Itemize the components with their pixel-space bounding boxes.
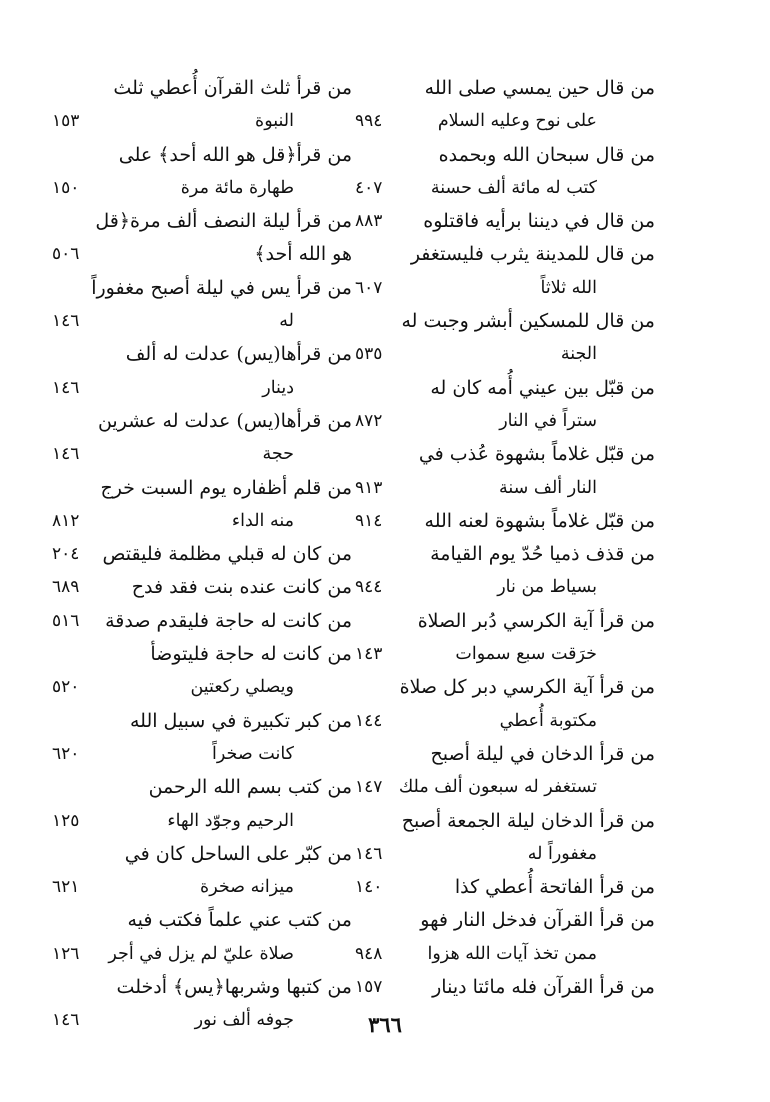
index-entry-line <box>52 738 352 771</box>
entry-text: خرَقت سبع سموات <box>455 644 597 665</box>
entry-page-number: ١٤٧ <box>355 777 383 798</box>
entry-text: من قرأ القرآن فدخل النار فهو <box>420 909 655 932</box>
entry-page-number: ٩٤٨ <box>355 943 383 964</box>
index-entry-line <box>52 571 352 604</box>
entry-page-number: ٥٠٦ <box>52 244 80 265</box>
entry-text: من قال سبحان الله وبحمده <box>438 143 655 166</box>
entry-page-number: ١٤٦ <box>52 311 80 332</box>
entry-page-number: ٨٧٢ <box>355 410 383 431</box>
index-entry-line <box>355 372 655 405</box>
index-entry-line <box>355 238 655 271</box>
entry-text: تستغفر له سبعون ألف ملك <box>398 777 597 798</box>
index-entry-line <box>355 805 655 838</box>
entry-text: الجنة <box>560 344 597 365</box>
index-entry-line <box>52 771 352 804</box>
entry-text: من قبّل بين عيني أُمه كان له <box>430 376 655 399</box>
index-entry-line <box>52 405 352 438</box>
entry-page-number: ٥٣٥ <box>355 344 383 365</box>
entry-text: من قرأ الدخان ليلة الجمعة أصبح <box>401 809 655 832</box>
entry-text: الله ثلاثاً <box>540 277 597 298</box>
entry-page-number: ٦٠٧ <box>355 277 383 298</box>
entry-text: من قبّل غلاماً بشهوة لعنه الله <box>424 509 655 532</box>
entry-text: من قرأ القرآن فله مائتا دينار <box>432 976 655 999</box>
page-number: ٣٦٦ <box>368 1012 402 1037</box>
entry-text: طهارة مائة مرة <box>180 177 294 198</box>
index-entry-line <box>355 305 655 338</box>
entry-text: من قال في ديننا برأيه فاقتلوه <box>423 210 655 233</box>
entry-text: مكتوبة أُعطي <box>499 710 597 731</box>
entry-text: من قبّل غلاماً بشهوة عُذب في <box>418 443 655 466</box>
entry-page-number: ١٥٣ <box>52 111 80 132</box>
index-entry-line <box>52 605 352 638</box>
entry-text: من كتب بسم الله الرحمن <box>148 776 352 799</box>
entry-text: على نوح وعليه السلام <box>437 111 597 132</box>
entry-page-number: ٥٢٠ <box>52 677 80 698</box>
entry-page-number: ٤٠٧ <box>355 177 383 198</box>
entry-text: من قرأها(يس) عدلت له ألف <box>125 343 352 366</box>
index-entry-line <box>355 904 655 937</box>
index-entry-line <box>52 938 352 971</box>
entry-text: من قلم أظفاره يوم السبت خرج <box>100 476 352 499</box>
entry-text: من قال للمدينة يثرب فليستغفر <box>410 243 655 266</box>
entry-text: بسياط من نار <box>497 577 597 598</box>
entry-text: من قذف ذميا حُدّ يوم القيامة <box>430 543 655 566</box>
entry-text: هو الله أحد﴾ <box>254 243 352 266</box>
entry-text: من كبّر على الساحل كان في <box>124 842 352 865</box>
entry-text: من قرأ ثلث القرآن أُعطي ثلث <box>113 77 352 99</box>
entry-page-number: ١٢٥ <box>52 810 80 831</box>
entry-page-number: ٥١٦ <box>52 610 80 631</box>
entry-text: من قرأ ليلة النصف ألف مرة﴿قل <box>95 210 352 233</box>
entry-text: كانت صخراً <box>212 743 294 764</box>
index-entry-line <box>355 638 655 671</box>
entry-text: له <box>279 311 294 332</box>
entry-text: كتب له مائة ألف حسنة <box>430 177 597 198</box>
index-entry-line <box>52 205 352 238</box>
entry-text: من قرأها(يس) عدلت له عشرين <box>97 409 352 432</box>
index-entry-line <box>355 139 655 172</box>
index-entry-line <box>52 904 352 937</box>
index-entry-line <box>355 472 655 505</box>
entry-page-number: ١٤٤ <box>355 710 383 731</box>
index-entry-line <box>52 671 352 704</box>
entry-page-number: ١٥٧ <box>355 977 383 998</box>
index-column-right <box>355 72 655 1004</box>
entry-text: من قرأ﴿قل هو الله أحد﴾ على <box>118 143 352 166</box>
index-entry-line <box>355 272 655 305</box>
index-entry-line <box>52 105 352 138</box>
index-entry-line <box>52 705 352 738</box>
entry-text: من قال للمسكين أبشر وجبت له <box>401 310 655 333</box>
index-entry-line <box>52 505 352 538</box>
entry-text: النبوة <box>255 111 294 132</box>
index-entry-line <box>52 372 352 405</box>
entry-page-number: ٩٩٤ <box>355 111 383 132</box>
index-entry-line <box>355 538 655 571</box>
index-entry-line <box>52 472 352 505</box>
index-entry-line <box>355 405 655 438</box>
entry-text: دينار <box>262 377 294 398</box>
index-entry-line <box>355 971 655 1004</box>
index-entry-line <box>52 805 352 838</box>
entry-page-number: ٨٨٣ <box>355 211 383 232</box>
index-entry-line <box>355 705 655 738</box>
index-entry-line <box>52 338 352 371</box>
index-entry-line <box>355 172 655 205</box>
entry-page-number: ٨١٢ <box>52 510 80 531</box>
index-entry-line <box>52 871 352 904</box>
entry-text: من كانت له حاجة فليقدم صدقة <box>105 609 352 632</box>
entry-page-number: ٢٠٤ <box>52 544 80 565</box>
entry-text: صلاة عليّ لم يزل في أجر <box>108 943 294 964</box>
entry-text: من قرأ الفاتحة أُعطي كذا <box>454 876 655 899</box>
entry-page-number: ٦٨٩ <box>52 577 80 598</box>
entry-text: من كبر تكبيرة في سبيل الله <box>129 709 352 732</box>
entry-page-number: ٦٢١ <box>52 877 80 898</box>
entry-text: منه الداء <box>231 510 294 531</box>
entry-page-number: ٩٤٤ <box>355 577 383 598</box>
entry-page-number: ١٤٦ <box>355 843 383 864</box>
entry-text: من كتب عني علماً فكتب فيه <box>127 909 352 932</box>
index-entry-line <box>355 105 655 138</box>
entry-text: من قرأ آية الكرسي دُبر الصلاة <box>417 609 655 632</box>
entry-text: ستراً في النار <box>499 410 597 431</box>
entry-text: من قرأ آية الكرسي دبر كل صلاة <box>399 676 655 699</box>
index-entry-line <box>355 771 655 804</box>
index-entry-line <box>355 605 655 638</box>
entry-page-number: ١٤٦ <box>52 377 80 398</box>
index-column-left <box>52 72 352 1038</box>
entry-text: ويصلي ركعتين <box>190 677 294 698</box>
index-entry-line <box>52 305 352 338</box>
entry-text: مغفوراً له <box>527 843 597 864</box>
entry-text: من قرأ يس في ليلة أصبح مغفوراً <box>91 276 352 299</box>
entry-page-number: ٩١٣ <box>355 477 383 498</box>
index-entry-line <box>52 238 352 271</box>
index-entry-line <box>52 172 352 205</box>
entry-page-number: ٦٢٠ <box>52 743 80 764</box>
entry-text: من كتبها وشربها﴿يس﴾ أدخلت <box>116 976 352 999</box>
index-entry-line <box>355 738 655 771</box>
entry-page-number: ١٤٦ <box>52 1010 80 1031</box>
index-entry-line <box>355 338 655 371</box>
index-entry-line <box>52 971 352 1004</box>
index-entry-line <box>355 72 655 105</box>
entry-text: من قرأ الدخان في ليلة أصبح <box>430 742 655 765</box>
index-entry-line <box>355 505 655 538</box>
entry-page-number: ١٤٣ <box>355 644 383 665</box>
entry-text: من قال حين يمسي صلى الله <box>424 77 655 99</box>
index-entry-line <box>52 838 352 871</box>
entry-text: النار ألف سنة <box>498 477 597 498</box>
entry-text: من كان له قبلي مظلمة فليقتص <box>102 543 352 566</box>
entry-text: ميزانه صخرة <box>200 877 294 898</box>
index-entry-line <box>355 205 655 238</box>
index-entry-line <box>52 72 352 105</box>
entry-text: حجة <box>262 444 294 465</box>
entry-text: ممن تخذ آيات الله هزوا <box>427 943 597 964</box>
entry-text: الرحيم وجوّد الهاء <box>167 810 294 831</box>
index-entry-line <box>355 571 655 604</box>
index-entry-line <box>355 671 655 704</box>
index-entry-line <box>355 438 655 471</box>
index-entry-line <box>52 272 352 305</box>
entry-text: من كانت له حاجة فليتوضأ <box>150 643 352 666</box>
index-entry-line <box>52 139 352 172</box>
entry-page-number: ١٤٦ <box>52 444 80 465</box>
entry-page-number: ١٤٠ <box>355 877 383 898</box>
index-entry-line <box>355 838 655 871</box>
index-entry-line <box>52 438 352 471</box>
entry-text: من كانت عنده بنت فقد فدح <box>131 576 352 599</box>
index-entry-line <box>52 638 352 671</box>
index-entry-line <box>52 538 352 571</box>
entry-text: جوفه ألف نور <box>194 1010 294 1031</box>
entry-page-number: ١٥٠ <box>52 177 80 198</box>
entry-page-number: ٩١٤ <box>355 510 383 531</box>
index-entry-line <box>355 871 655 904</box>
entry-page-number: ١٢٦ <box>52 943 80 964</box>
index-entry-line <box>355 938 655 971</box>
